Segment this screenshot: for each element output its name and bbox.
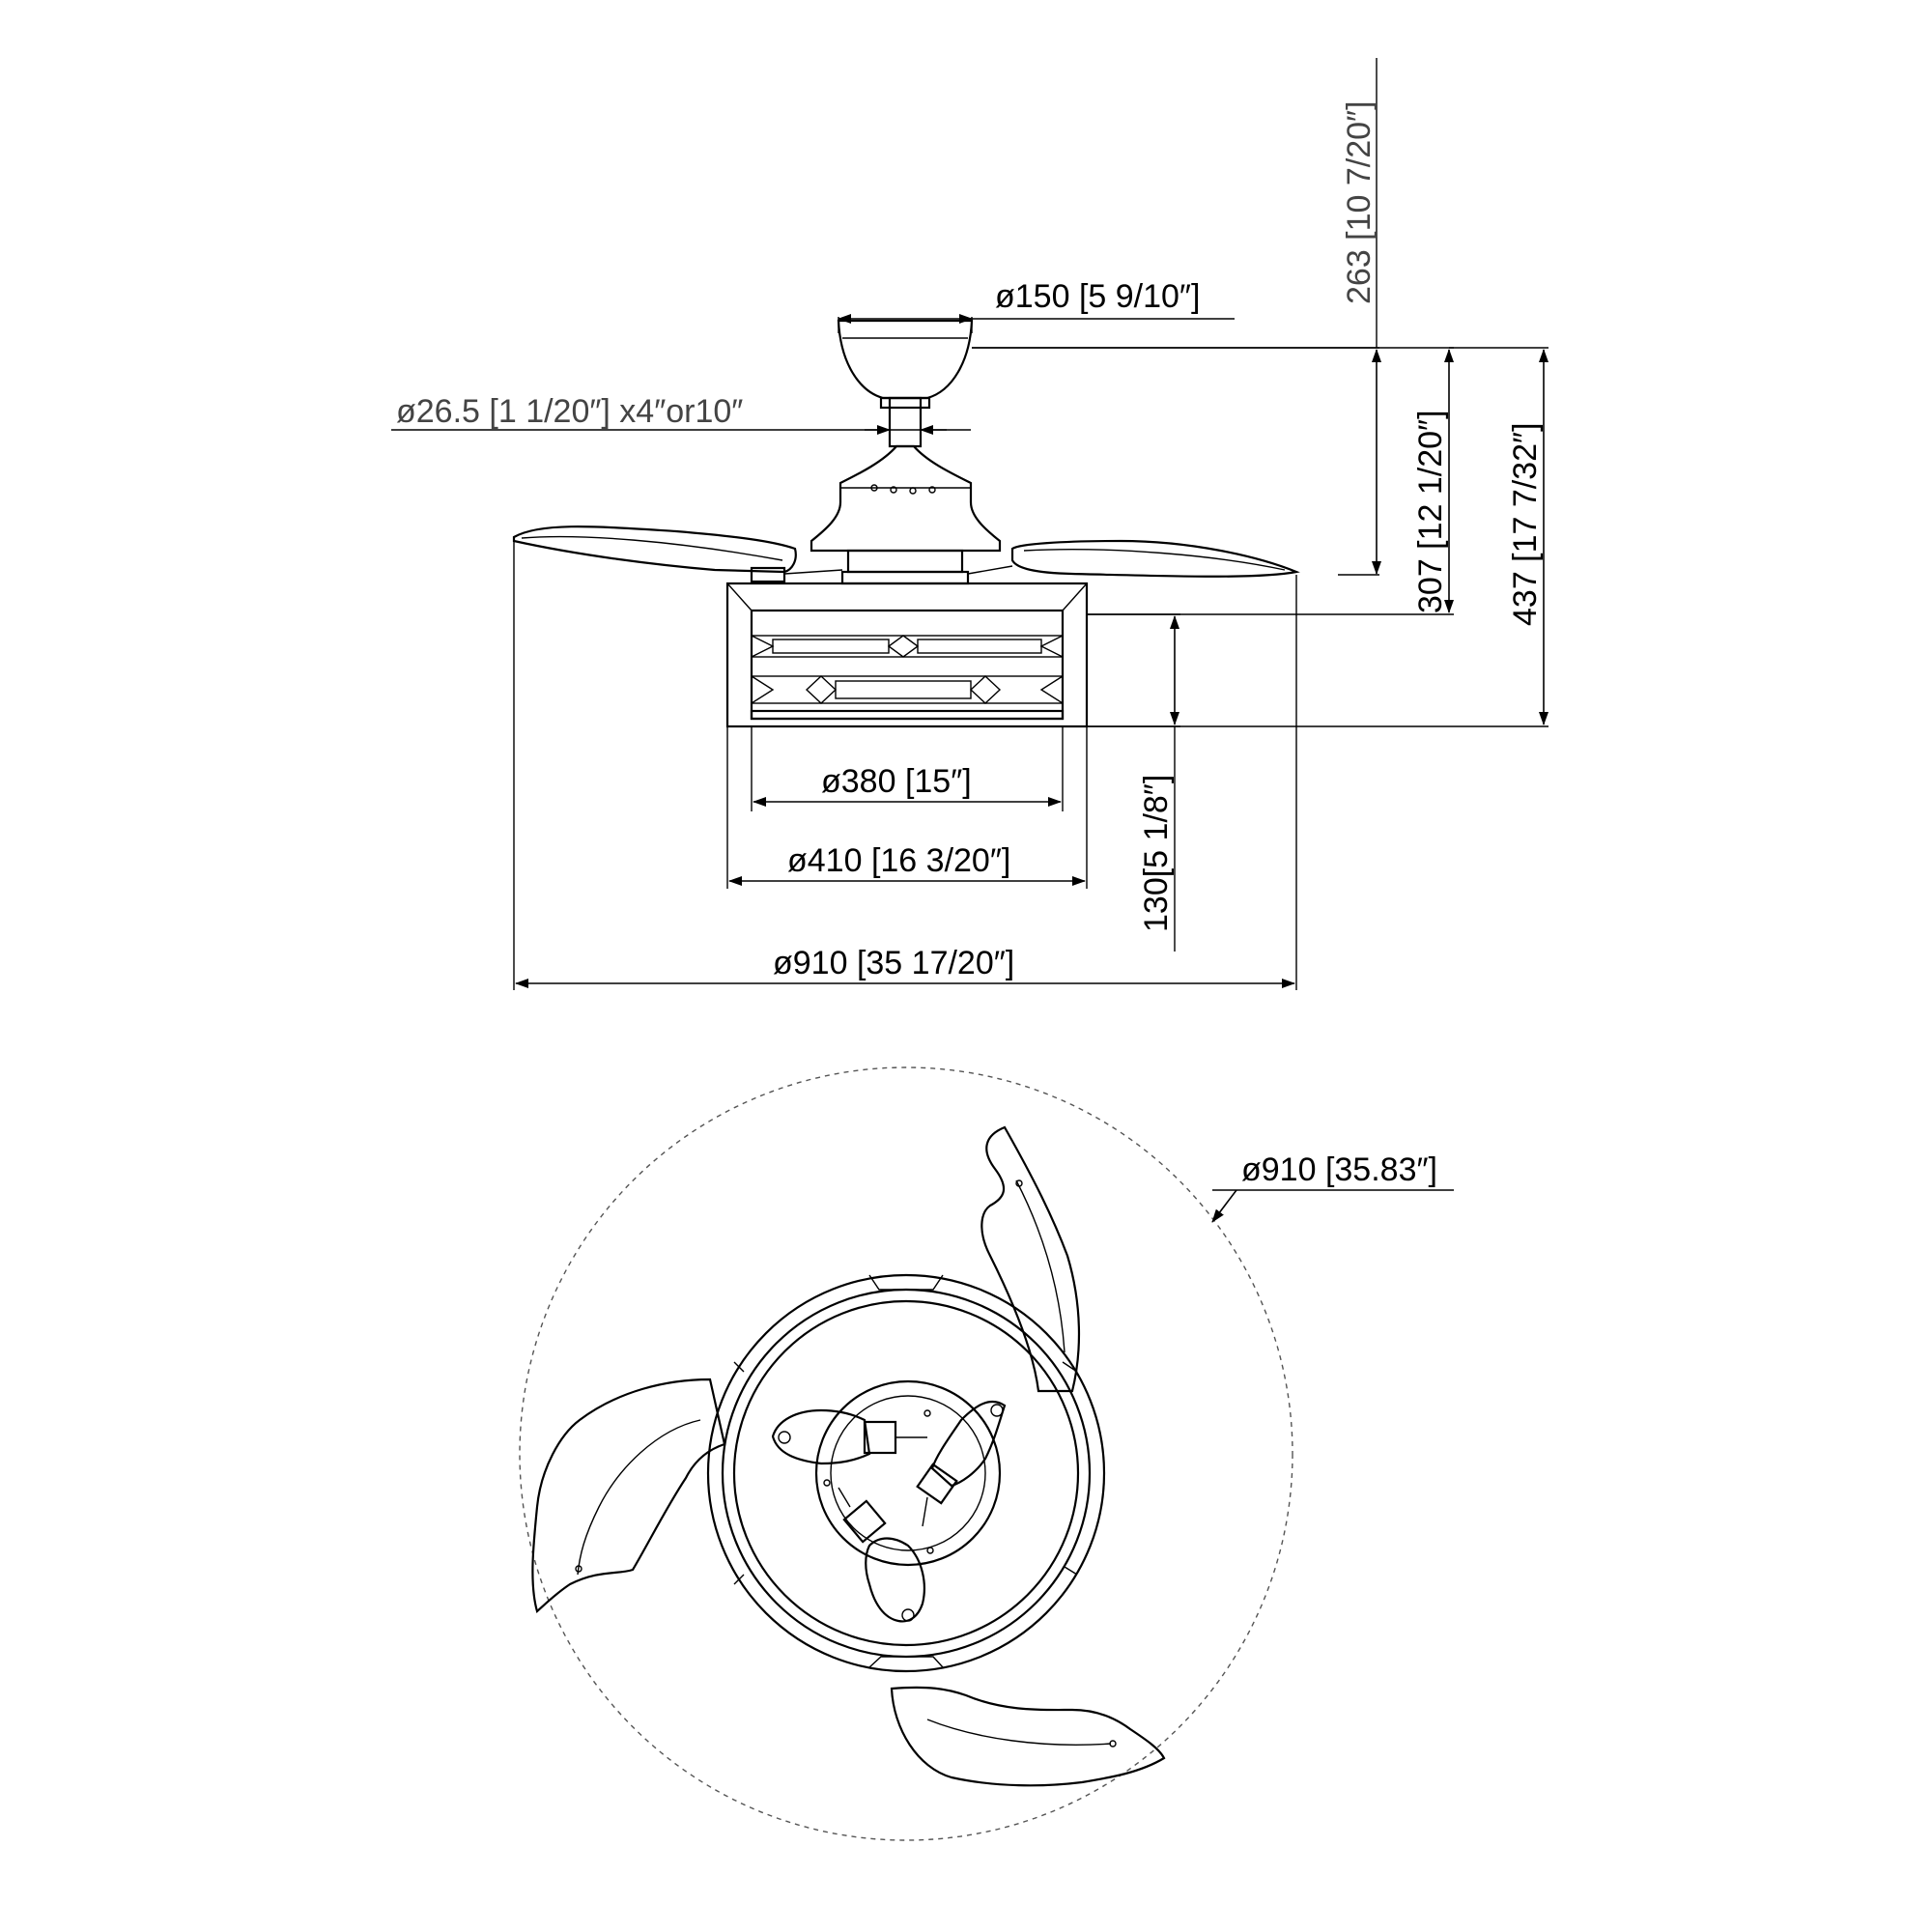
dimension-light-outer bbox=[727, 726, 1087, 889]
light-outer-diameter-label: ø410 [16 3/20″] bbox=[787, 842, 1011, 879]
light-height-label: 130[5 1/8″] bbox=[1138, 774, 1175, 932]
vent-slots bbox=[871, 485, 935, 494]
bulb-upper-right bbox=[918, 1402, 1005, 1526]
dimension-overall-height bbox=[1063, 348, 1548, 726]
light-rim bbox=[708, 1275, 1104, 1671]
canopy bbox=[838, 321, 972, 398]
motor-housing bbox=[811, 446, 1000, 583]
dimension-light-height bbox=[1087, 614, 1180, 952]
dimension-top-span bbox=[1212, 1151, 1454, 1222]
overall-height-label: 437 [17 7/32″] bbox=[1507, 422, 1544, 626]
blade-left-side bbox=[514, 526, 842, 582]
canopy-diameter-label: ø150 [5 9/10″] bbox=[995, 278, 1201, 315]
top-span-diameter-label: ø910 [35.83″] bbox=[1241, 1151, 1437, 1188]
dimension-light-inner bbox=[752, 726, 1063, 811]
bulb-upper-left bbox=[773, 1410, 927, 1463]
blade-top bbox=[981, 1127, 1079, 1391]
dimension-ceiling-to-blade bbox=[972, 58, 1379, 575]
dimension-canopy bbox=[838, 278, 1235, 333]
span-circle bbox=[520, 1067, 1293, 1840]
ceiling-to-blade-label: 263 [10 7/20″] bbox=[1341, 100, 1378, 304]
blade-left bbox=[532, 1379, 724, 1611]
light-kit bbox=[727, 583, 1087, 726]
downrod bbox=[881, 398, 929, 446]
blade-to-light-label: 307 [12 1/20″] bbox=[1412, 410, 1449, 613]
blade-bottom bbox=[892, 1688, 1164, 1785]
span-diameter-label: ø910 [35 17/20″] bbox=[773, 945, 1015, 981]
blade-right-side bbox=[968, 541, 1296, 577]
downrod-label: ø26.5 [1 1/20″] x4″or10″ bbox=[396, 393, 744, 430]
light-inner-diameter-label: ø380 [15″] bbox=[821, 763, 972, 800]
bulb-lower bbox=[838, 1488, 924, 1621]
top-view bbox=[520, 1067, 1454, 1840]
side-view bbox=[514, 321, 1296, 726]
dimension-blade-to-light bbox=[972, 348, 1454, 614]
